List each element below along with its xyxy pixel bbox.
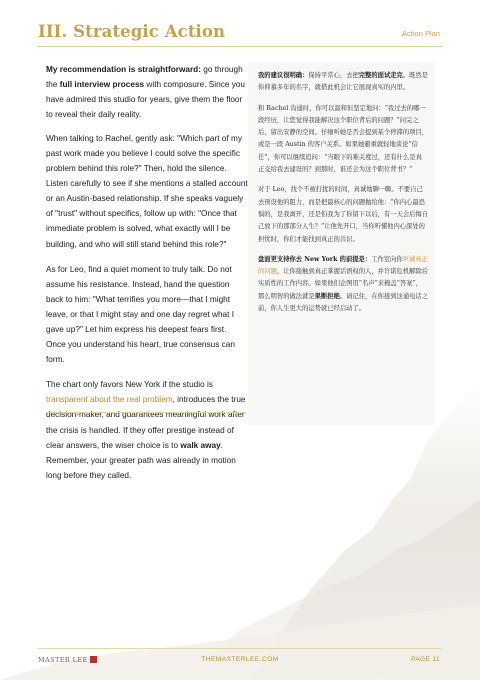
text-run: with composure. Since you have admired this studio for years, give them the floor to reveal their daily reality. bbox=[46, 80, 246, 120]
leo-paragraph: As for Leo, find a quiet moment to truly talk. Do not assume his resistance. Instead, hand the question back to him: "What terrifies you more—that I might leave, or that I might stay and one day regret what I gave up?" Let him express his deepest fears first. Once you understand his heart, true consensus can form. bbox=[46, 264, 235, 365]
page-title: III. Strategic Action bbox=[38, 22, 226, 41]
zh-rachel-paragraph: 和 Rachel 沟通时，你可以温和但坚定地问：“我过去的哪一段经历，让您觉得我能解决这个职位背后的问题？”问完之后，留出安静的空间。仔细听她是否会提到某个停滞的项目，或是一段 Austin 的客户关系。如果她避重就轻地谈论“信任”，你可以继续追问：“当眼下的难关度过，还有什么是真正交给我去建设的？到那时，谁还会为这个职位背书？” bbox=[258, 104, 429, 174]
text-run: The chart only favors New York if the studio is bbox=[46, 380, 213, 390]
footer-website-link[interactable]: THEMASTERLEE.COM bbox=[201, 656, 279, 663]
rachel-paragraph: When talking to Rachel, gently ask: "Which part of my past work made you believe I could solve the specific problem behind this role?" Then, hold the silence. Listen carefully to see if she mentions a stalled account or an Austin-based relationship. If she speaks vaguely of "trust" without specifics, follow up with: "Once that immediate problem is solved, what exactly will I be building, and who will still stand behind this role?" bbox=[46, 133, 248, 249]
zh-emphasis: 完整的面试走完 bbox=[358, 72, 403, 79]
section-tag: Action Plan bbox=[402, 29, 440, 38]
footer-divider bbox=[38, 648, 442, 649]
emphasis-text: full interview process bbox=[59, 80, 145, 90]
text-run: ，让你接触到真正掌握话语权的人，并许诺危机解除后实质性的工作内容。如果他们企图用“名声”来掩盖“答案”，那么明智的做法就是 bbox=[258, 268, 429, 300]
text-run: go through the bbox=[46, 65, 243, 90]
zh-highlight: 坦诚真正的问题 bbox=[258, 255, 428, 276]
text-run: , introduces the true decision-maker, and guarantees meaningful work after the crisis is handled. If they offer prestige instead of clear answers, the wiser choice is to bbox=[46, 395, 246, 450]
zh-emphasis: 果断拒绝 bbox=[314, 292, 340, 300]
highlight-text: transparent about the real problem bbox=[46, 395, 173, 405]
text-run: 。既然是你仰慕多年的名字，就借此机会让它展现真实的内里。 bbox=[258, 72, 429, 92]
recommendation-paragraph bbox=[46, 62, 248, 122]
chinese-translation-panel bbox=[248, 62, 434, 425]
mountain-illustration bbox=[0, 380, 480, 680]
emphasis-text: walk away bbox=[180, 440, 221, 450]
zh-emphasis: 盘面更支持你去 New York 的前提是： bbox=[258, 255, 372, 263]
recommendation-lead: My recommendation is straightforward: bbox=[46, 65, 201, 74]
zh-leo-paragraph: 对于 Leo，找个不被打扰的时间，真诚地聊一聊。不要自己去预设他的阻力，而是把最核心的问题抛给他：“你内心最恐惧的，是我离开，还是怕我为了你留下以后，有一天会后悔自己放下的那部分人生？”让他先开口，当你听懂他内心深处的担忧时，你们才能找到真正的共识。 bbox=[258, 186, 429, 243]
text-run: 工作室向你 bbox=[371, 255, 403, 263]
brand-name: MASTER LEE bbox=[38, 656, 88, 664]
zh-emphasis: 我的建议很明确： bbox=[258, 72, 309, 79]
zh-conclusion-paragraph bbox=[258, 254, 428, 315]
zh-recommendation-paragraph bbox=[258, 70, 428, 95]
text-run: . Remember, your greater path was already in motion long before they called. bbox=[46, 440, 236, 480]
header-divider bbox=[38, 46, 442, 47]
page-number: PAGE 11 bbox=[411, 656, 440, 663]
text-run: 。请记住，在你接到这通电话之前，你人生更大的运势就已经启动了。 bbox=[258, 292, 429, 313]
text-run: 保持平常心，去把 bbox=[308, 72, 359, 79]
